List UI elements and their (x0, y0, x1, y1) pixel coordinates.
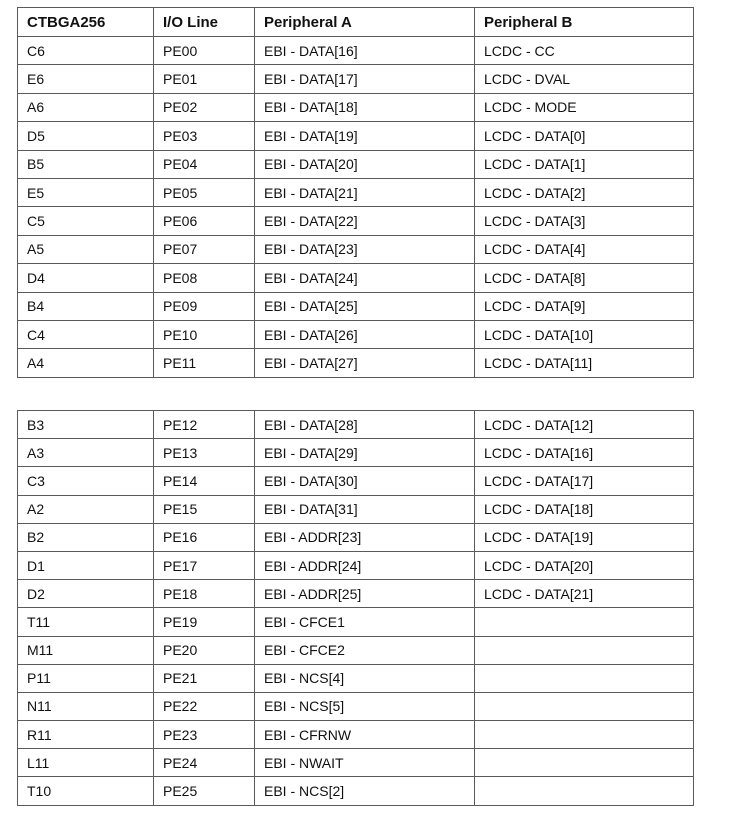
io-line-cell: PE18 (154, 580, 255, 608)
io-line-cell: PE07 (154, 235, 255, 263)
io-line-cell: PE10 (154, 320, 255, 348)
table-row (18, 467, 694, 495)
ball-cell: R11 (18, 721, 154, 749)
table-row (18, 523, 694, 551)
io-line-cell: PE22 (154, 692, 255, 720)
header-io-line: I/O Line (154, 8, 255, 37)
ball-cell: B5 (18, 150, 154, 178)
peripheral-b-cell (475, 692, 694, 720)
header-peripheral-b: Peripheral B (475, 8, 694, 37)
header-ctbga256: CTBGA256 (18, 8, 154, 37)
io-line-cell: PE25 (154, 777, 255, 805)
ball-cell: C4 (18, 320, 154, 348)
peripheral-b-cell (475, 636, 694, 664)
table-row (18, 93, 694, 121)
table-row (18, 721, 694, 749)
ball-cell: C3 (18, 467, 154, 495)
peripheral-a-cell: EBI - DATA[19] (255, 122, 475, 150)
table-row (18, 777, 694, 805)
table-row (18, 292, 694, 320)
peripheral-b-cell: LCDC - DATA[12] (475, 411, 694, 439)
io-line-cell: PE04 (154, 150, 255, 178)
peripheral-a-cell: EBI - DATA[29] (255, 439, 475, 467)
io-line-cell: PE11 (154, 349, 255, 377)
peripheral-a-cell: EBI - NCS[2] (255, 777, 475, 805)
table-row (18, 664, 694, 692)
peripheral-b-cell: LCDC - DATA[1] (475, 150, 694, 178)
pin-table-bottom-body (18, 411, 694, 806)
table-header-row (18, 8, 694, 37)
ball-cell: A5 (18, 235, 154, 263)
peripheral-b-cell (475, 608, 694, 636)
peripheral-b-cell: LCDC - MODE (475, 93, 694, 121)
peripheral-b-cell (475, 721, 694, 749)
peripheral-a-cell: EBI - ADDR[25] (255, 580, 475, 608)
peripheral-a-cell: EBI - DATA[21] (255, 178, 475, 206)
peripheral-b-cell: LCDC - DATA[19] (475, 523, 694, 551)
header-peripheral-a: Peripheral A (255, 8, 475, 37)
peripheral-a-cell: EBI - CFRNW (255, 721, 475, 749)
peripheral-b-cell: LCDC - DVAL (475, 65, 694, 93)
ball-cell: B2 (18, 523, 154, 551)
table-row (18, 150, 694, 178)
peripheral-b-cell: LCDC - DATA[0] (475, 122, 694, 150)
io-line-cell: PE03 (154, 122, 255, 150)
io-line-cell: PE13 (154, 439, 255, 467)
table-row (18, 65, 694, 93)
peripheral-a-cell: EBI - DATA[27] (255, 349, 475, 377)
io-line-cell: PE24 (154, 749, 255, 777)
io-line-cell: PE01 (154, 65, 255, 93)
ball-cell: A4 (18, 349, 154, 377)
table-row (18, 636, 694, 664)
io-line-cell: PE00 (154, 37, 255, 65)
peripheral-a-cell: EBI - DATA[28] (255, 411, 475, 439)
ball-cell: D4 (18, 264, 154, 292)
ball-cell: A6 (18, 93, 154, 121)
ball-cell: B3 (18, 411, 154, 439)
table-row (18, 439, 694, 467)
peripheral-b-cell: LCDC - DATA[8] (475, 264, 694, 292)
io-line-cell: PE19 (154, 608, 255, 636)
io-line-cell: PE09 (154, 292, 255, 320)
peripheral-b-cell: LCDC - DATA[4] (475, 235, 694, 263)
peripheral-a-cell: EBI - DATA[26] (255, 320, 475, 348)
peripheral-a-cell: EBI - NCS[4] (255, 664, 475, 692)
table-row (18, 320, 694, 348)
peripheral-a-cell: EBI - DATA[18] (255, 93, 475, 121)
ball-cell: E5 (18, 178, 154, 206)
ball-cell: D2 (18, 580, 154, 608)
peripheral-a-cell: EBI - DATA[20] (255, 150, 475, 178)
table-row (18, 580, 694, 608)
peripheral-a-cell: EBI - DATA[23] (255, 235, 475, 263)
table-row (18, 495, 694, 523)
peripheral-a-cell: EBI - DATA[30] (255, 467, 475, 495)
io-line-cell: PE20 (154, 636, 255, 664)
ball-cell: C6 (18, 37, 154, 65)
pin-table-top (17, 7, 694, 378)
ball-cell: B4 (18, 292, 154, 320)
table-row (18, 235, 694, 263)
io-line-cell: PE06 (154, 207, 255, 235)
peripheral-a-cell: EBI - NCS[5] (255, 692, 475, 720)
io-line-cell: PE14 (154, 467, 255, 495)
ball-cell: A3 (18, 439, 154, 467)
io-line-cell: PE08 (154, 264, 255, 292)
peripheral-b-cell: LCDC - DATA[18] (475, 495, 694, 523)
table-row (18, 264, 694, 292)
io-line-cell: PE21 (154, 664, 255, 692)
table-row (18, 37, 694, 65)
table-row (18, 608, 694, 636)
io-line-cell: PE05 (154, 178, 255, 206)
peripheral-a-cell: EBI - ADDR[24] (255, 551, 475, 579)
ball-cell: D5 (18, 122, 154, 150)
peripheral-b-cell: LCDC - DATA[20] (475, 551, 694, 579)
peripheral-b-cell: LCDC - DATA[9] (475, 292, 694, 320)
peripheral-a-cell: EBI - DATA[16] (255, 37, 475, 65)
peripheral-a-cell: EBI - DATA[24] (255, 264, 475, 292)
peripheral-b-cell (475, 749, 694, 777)
peripheral-b-cell (475, 664, 694, 692)
table-row (18, 349, 694, 377)
ball-cell: N11 (18, 692, 154, 720)
ball-cell: E6 (18, 65, 154, 93)
table-row (18, 749, 694, 777)
io-line-cell: PE15 (154, 495, 255, 523)
peripheral-a-cell: EBI - ADDR[23] (255, 523, 475, 551)
io-line-cell: PE23 (154, 721, 255, 749)
peripheral-b-cell: LCDC - CC (475, 37, 694, 65)
io-line-cell: PE17 (154, 551, 255, 579)
table-row (18, 411, 694, 439)
peripheral-b-cell: LCDC - DATA[16] (475, 439, 694, 467)
peripheral-b-cell: LCDC - DATA[21] (475, 580, 694, 608)
table-row (18, 692, 694, 720)
ball-cell: M11 (18, 636, 154, 664)
ball-cell: D1 (18, 551, 154, 579)
io-line-cell: PE16 (154, 523, 255, 551)
io-line-cell: PE12 (154, 411, 255, 439)
peripheral-a-cell: EBI - DATA[22] (255, 207, 475, 235)
ball-cell: C5 (18, 207, 154, 235)
peripheral-b-cell: LCDC - DATA[17] (475, 467, 694, 495)
ball-cell: P11 (18, 664, 154, 692)
pin-table-top-body (18, 37, 694, 378)
peripheral-b-cell: LCDC - DATA[11] (475, 349, 694, 377)
peripheral-a-cell: EBI - NWAIT (255, 749, 475, 777)
table-row (18, 207, 694, 235)
table-row (18, 178, 694, 206)
peripheral-a-cell: EBI - CFCE1 (255, 608, 475, 636)
peripheral-b-cell (475, 777, 694, 805)
pin-table-bottom (17, 410, 694, 806)
peripheral-a-cell: EBI - DATA[17] (255, 65, 475, 93)
peripheral-a-cell: EBI - CFCE2 (255, 636, 475, 664)
peripheral-b-cell: LCDC - DATA[10] (475, 320, 694, 348)
table-row (18, 551, 694, 579)
peripheral-a-cell: EBI - DATA[31] (255, 495, 475, 523)
peripheral-a-cell: EBI - DATA[25] (255, 292, 475, 320)
io-line-cell: PE02 (154, 93, 255, 121)
ball-cell: L11 (18, 749, 154, 777)
peripheral-b-cell: LCDC - DATA[3] (475, 207, 694, 235)
ball-cell: T11 (18, 608, 154, 636)
ball-cell: A2 (18, 495, 154, 523)
ball-cell: T10 (18, 777, 154, 805)
table-row (18, 122, 694, 150)
peripheral-b-cell: LCDC - DATA[2] (475, 178, 694, 206)
